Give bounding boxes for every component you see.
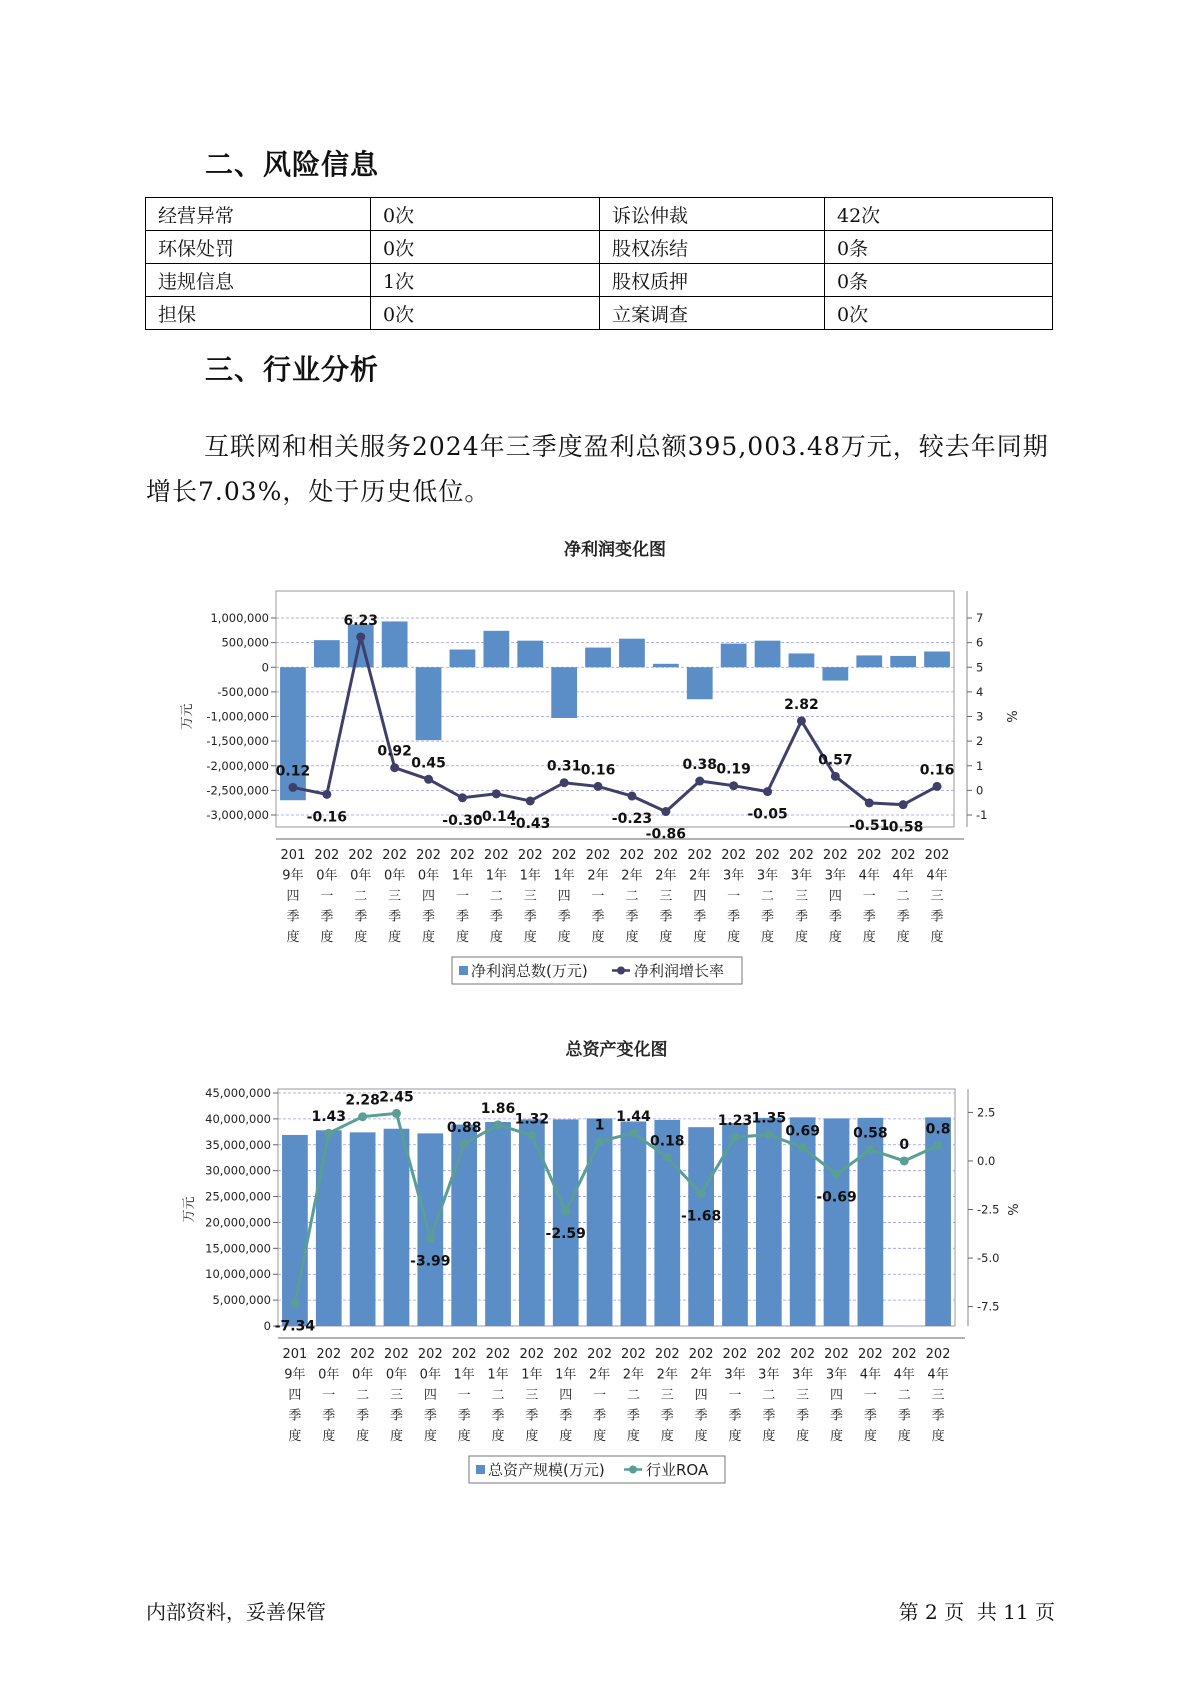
bar [350, 1132, 376, 1326]
bar [621, 1121, 647, 1326]
data-label: -0.05 [747, 806, 788, 823]
x-axis-tick-label: 202 2年一季度 [587, 1347, 612, 1444]
risk-item-label: 经营异常 [146, 198, 371, 231]
y-axis-tick-label: 45,000,000 [205, 1086, 271, 1100]
industry-paragraph: 互联网和相关服务2024年三季度盈利总额395,003.48万元，较去年同期增长7.03%，处于历史低位。 [146, 432, 1049, 506]
bar [822, 667, 848, 680]
x-axis-tick-label: 202 1年一季度 [450, 848, 475, 945]
y2-axis-tick-label: 6 [976, 635, 984, 650]
net-profit-chart [0, 535, 1191, 1005]
x-axis-tick-label: 201 9年四季度 [280, 848, 306, 945]
risk-table-row [146, 231, 1053, 264]
line-point [390, 763, 399, 772]
data-label: -0.16 [306, 809, 348, 826]
line-point [629, 1128, 638, 1137]
x-axis-tick-label: 202 0年四季度 [417, 1347, 443, 1444]
x-axis-tick-label: 202 2年四季度 [688, 1347, 714, 1444]
legend [452, 957, 742, 984]
bar [314, 640, 340, 667]
risk-item-value: 1次 [371, 264, 600, 297]
y2-axis-tick-label: 3 [976, 709, 984, 724]
line-point [730, 1133, 739, 1142]
bar [348, 624, 374, 667]
x-axis-tick-label: 202 3年二季度 [756, 1347, 782, 1444]
bar [721, 644, 747, 668]
legend [469, 1456, 725, 1483]
y2-axis-tick-label: -1 [976, 808, 988, 822]
line-point [798, 1143, 807, 1152]
legend-bar-label: 总资产规模(万元) [488, 1461, 605, 1479]
chart-title: 净利润变化图 [564, 540, 666, 560]
y2-axis-tick-label: 4 [976, 684, 984, 699]
footer-page-number: 第 2 页 共 11 页 [898, 1600, 1055, 1624]
x-axis-tick-label: 202 1年二季度 [483, 848, 509, 945]
risk-item-label: 诉讼仲裁 [600, 198, 825, 231]
y-axis-tick-label: 0 [263, 1319, 271, 1333]
bar [856, 655, 882, 667]
x-axis-tick-label: 202 3年一季度 [721, 848, 747, 945]
x-axis-tick-label: 202 0年三季度 [384, 1347, 409, 1444]
y2-axis-tick-label: 2.5 [977, 1105, 996, 1120]
bar [280, 667, 306, 800]
data-label: 0 [899, 1136, 910, 1153]
line-point [865, 798, 874, 807]
y2-axis-tick-label: 7 [976, 611, 984, 625]
line-point [764, 1130, 773, 1139]
risk-table-row [146, 198, 1053, 231]
legend-line-label: 净利润增长率 [634, 962, 725, 980]
y-axis-tick-label: 15,000,000 [205, 1241, 271, 1256]
y-axis-tick-label: 1,000,000 [210, 611, 269, 625]
line-point [797, 716, 806, 725]
bar [416, 667, 442, 740]
data-label: 0.18 [650, 1133, 685, 1150]
bar [485, 1122, 511, 1326]
data-label: 0.8 [925, 1121, 951, 1138]
data-label: -0.14 [476, 808, 517, 825]
y-axis-tick-label: 10,000,000 [205, 1267, 271, 1282]
y-axis-tick-label: 0 [261, 660, 269, 675]
risk-item-value: 0次 [371, 297, 600, 330]
x-axis-tick-label: 202 2年三季度 [653, 848, 679, 945]
bar [451, 1125, 477, 1326]
line-point [424, 775, 433, 784]
y-axis-tick-label: 20,000,000 [205, 1215, 271, 1230]
x-axis-tick-label: 202 3年一季度 [722, 1347, 748, 1444]
line-point [697, 1189, 706, 1198]
data-label: -0.43 [510, 815, 551, 832]
y-axis-tick-label: 35,000,000 [205, 1137, 271, 1152]
line-point [661, 807, 670, 816]
risk-section-title: 二、风险信息 [205, 148, 380, 181]
x-axis-tick-label: 202 0年一季度 [314, 848, 340, 945]
y-axis-label: 万元 [180, 703, 195, 730]
y-axis-tick-label: -1,000,000 [206, 709, 269, 724]
line-point [494, 1120, 503, 1129]
line-point [356, 632, 365, 641]
line-point [426, 1234, 435, 1243]
y-axis-tick-label: 5,000,000 [212, 1293, 271, 1308]
risk-item-value: 0次 [371, 231, 600, 264]
risk-item-label: 违规信息 [146, 264, 371, 297]
line-point [458, 793, 467, 802]
data-label: 6.23 [343, 612, 379, 629]
data-label: 2.82 [784, 696, 819, 713]
line-point [899, 800, 908, 809]
y-axis-tick-label: -2,000,000 [206, 758, 269, 773]
legend-bar-swatch [459, 966, 468, 975]
x-axis-tick-label: 202 1年二季度 [485, 1347, 511, 1444]
risk-item-label: 环保处罚 [146, 231, 371, 264]
y2-axis-tick-label: -5.0 [977, 1251, 1000, 1266]
line-point [561, 1207, 570, 1216]
bar [384, 1129, 410, 1326]
y-axis-tick-label: -1,500,000 [206, 734, 269, 749]
bar [619, 639, 645, 668]
line-point [324, 1129, 333, 1138]
data-label: 0.31 [546, 758, 582, 775]
bar [382, 621, 408, 667]
bar [553, 1119, 579, 1326]
x-axis-tick-label: 202 0年三季度 [382, 848, 408, 945]
data-label: -0.51 [849, 817, 890, 834]
risk-item-label: 担保 [146, 297, 371, 330]
data-label: -0.86 [645, 826, 687, 843]
data-label: 1.44 [616, 1108, 651, 1125]
bar [789, 653, 815, 667]
bar [924, 651, 950, 667]
x-axis-tick-label: 202 1年三季度 [517, 848, 543, 945]
bar [688, 1127, 714, 1326]
x-axis-tick-label: 202 4年二季度 [890, 848, 916, 945]
line-point [594, 782, 603, 791]
line-point [763, 787, 772, 796]
legend-bar-label: 净利润总数(万元) [471, 962, 588, 980]
data-label: 1.86 [480, 1100, 516, 1117]
x-axis-tick-label: 202 3年三季度 [790, 1347, 816, 1444]
bar [687, 667, 713, 699]
data-label: 0.58 [853, 1125, 888, 1142]
line-point [322, 790, 331, 799]
line-point [866, 1145, 875, 1154]
y2-axis-tick-label: 5 [976, 660, 984, 675]
line-point [595, 1137, 604, 1146]
x-axis-tick-label: 202 4年一季度 [857, 1347, 883, 1444]
line-point [526, 796, 535, 805]
x-axis-tick-label: 201 9年四季度 [282, 1347, 308, 1444]
legend-line-marker [617, 967, 625, 975]
x-axis-tick-label: 202 2年二季度 [621, 1347, 646, 1444]
x-axis-tick-label: 202 2年三季度 [654, 1347, 680, 1444]
x-axis-tick-label: 202 2年一季度 [585, 848, 611, 945]
x-axis-tick-label: 202 2年二季度 [619, 848, 645, 945]
data-label: 2.28 [345, 1092, 380, 1109]
data-label: -0.69 [816, 1189, 857, 1206]
data-label: -3.99 [410, 1253, 451, 1270]
bar [519, 1119, 545, 1326]
y2-axis-tick-label: 2 [976, 734, 984, 749]
net-profit-chart-svg [0, 535, 1191, 1005]
data-label: 0.45 [411, 755, 446, 772]
line-point [627, 792, 636, 801]
risk-item-value: 0次 [825, 297, 1053, 330]
risk-table-row [146, 264, 1053, 297]
line-point [695, 777, 704, 786]
risk-table-row [146, 297, 1053, 330]
bar [587, 1118, 613, 1326]
data-label: 2.45 [379, 1089, 414, 1106]
x-axis-tick-label: 202 4年三季度 [924, 848, 950, 945]
x-axis-tick-label: 202 0年二季度 [348, 848, 374, 945]
risk-item-value: 0条 [825, 231, 1053, 264]
x-axis-tick-label: 202 1年三季度 [519, 1347, 545, 1444]
data-label: 1.32 [514, 1111, 550, 1128]
y-axis-tick-label: 25,000,000 [205, 1189, 271, 1204]
data-label: 0.12 [275, 763, 311, 780]
y2-axis-tick-label: -7.5 [977, 1299, 1000, 1314]
risk-info-table [145, 197, 1053, 330]
y-axis-tick-label: 40,000,000 [205, 1111, 271, 1126]
line-point [290, 1299, 299, 1308]
line-point [900, 1156, 909, 1165]
legend-line-label: 行业ROA [646, 1461, 709, 1479]
data-label: 1.35 [751, 1110, 787, 1127]
y2-axis-tick-label: -2.5 [977, 1202, 1000, 1217]
data-label: 0.57 [818, 752, 853, 769]
y2-axis-label: % [1003, 710, 1018, 723]
y-axis-label: 万元 [182, 1196, 197, 1223]
line-point [663, 1153, 672, 1162]
bar [517, 641, 543, 668]
line-point [832, 1170, 841, 1179]
line-point [358, 1112, 367, 1121]
y2-axis-label: % [1004, 1203, 1019, 1216]
line-point [288, 783, 297, 792]
total-assets-chart-svg [0, 1035, 1191, 1505]
legend-line-marker [629, 1466, 637, 1474]
x-axis-tick-label: 202 3年二季度 [755, 848, 780, 945]
bar [585, 648, 611, 668]
x-axis-tick-label: 202 0年一季度 [316, 1347, 342, 1444]
line-point [933, 782, 942, 791]
x-axis-tick-label: 202 4年三季度 [925, 1347, 951, 1444]
y-axis-tick-label: 500,000 [221, 635, 269, 650]
y2-axis-tick-label: 0.0 [977, 1153, 996, 1168]
y-axis-tick-label: -3,000,000 [206, 808, 269, 822]
x-axis-tick-label: 202 4年二季度 [891, 1347, 917, 1444]
bar [551, 667, 577, 718]
y2-axis-tick-label: 1 [976, 758, 984, 773]
line-point [460, 1139, 469, 1148]
data-label: 0.19 [716, 761, 751, 778]
line-point [831, 772, 840, 781]
line-point [392, 1109, 401, 1118]
y-axis-tick-label: 30,000,000 [205, 1163, 271, 1178]
bar [755, 641, 781, 668]
data-label: 0.92 [377, 743, 412, 760]
industry-section-title: 三、行业分析 [205, 353, 380, 386]
risk-item-label: 立案调查 [600, 297, 825, 330]
x-axis-tick-label: 202 0年四季度 [416, 848, 441, 945]
x-axis-tick-label: 202 1年四季度 [553, 1347, 579, 1444]
risk-item-label: 股权冻结 [600, 231, 825, 264]
data-label: 0.69 [785, 1123, 820, 1140]
x-axis-tick-label: 202 2年四季度 [687, 848, 713, 945]
legend-bar-swatch [476, 1465, 485, 1474]
bar [824, 1118, 850, 1326]
y-axis-tick-label: -500,000 [217, 684, 269, 699]
data-label: 0.16 [580, 762, 616, 779]
data-label: -7.34 [274, 1318, 316, 1335]
bar [483, 631, 509, 667]
risk-item-label: 股权质押 [600, 264, 825, 297]
line-point [492, 789, 501, 798]
risk-item-value: 0次 [371, 198, 600, 231]
x-axis-tick-label: 202 1年四季度 [551, 848, 577, 945]
bar [653, 664, 679, 667]
data-label: 0.88 [446, 1119, 482, 1136]
x-axis-tick-label: 202 3年四季度 [822, 848, 848, 945]
y-axis-tick-label: -2,500,000 [206, 783, 269, 798]
bar [316, 1130, 342, 1326]
footer-confidential-note: 内部资料，妥善保管 [146, 1600, 326, 1624]
line-point [560, 778, 569, 787]
bar [417, 1133, 443, 1326]
total-assets-chart [0, 1035, 1191, 1505]
data-label: -1.68 [680, 1208, 722, 1225]
bar [756, 1118, 782, 1326]
x-axis-tick-label: 202 3年四季度 [824, 1347, 849, 1444]
x-axis-tick-label: 202 0年二季度 [350, 1347, 376, 1444]
data-label: -0.23 [611, 811, 653, 828]
line-point [934, 1141, 943, 1150]
chart-title: 总资产变化图 [565, 1040, 668, 1060]
risk-item-value: 0条 [825, 264, 1053, 297]
data-label: 1.43 [311, 1109, 347, 1126]
line-point [527, 1131, 536, 1140]
data-label: 1 [594, 1117, 605, 1134]
data-label: -0.58 [882, 819, 924, 836]
x-axis-tick-label: 202 1年一季度 [451, 1347, 477, 1444]
x-axis-tick-label: 202 4年一季度 [856, 848, 882, 945]
data-label: -2.59 [545, 1226, 586, 1243]
bar [890, 656, 916, 667]
risk-item-value: 42次 [825, 198, 1053, 231]
data-label: -0.30 [442, 812, 483, 829]
data-label: 0.38 [682, 757, 718, 774]
data-label: 1.23 [717, 1113, 753, 1130]
x-axis-tick-label: 202 3年三季度 [789, 848, 814, 945]
line-point [729, 781, 738, 790]
bar [450, 650, 476, 668]
data-label: 0.16 [919, 762, 955, 779]
y2-axis-tick-label: 0 [976, 783, 984, 798]
